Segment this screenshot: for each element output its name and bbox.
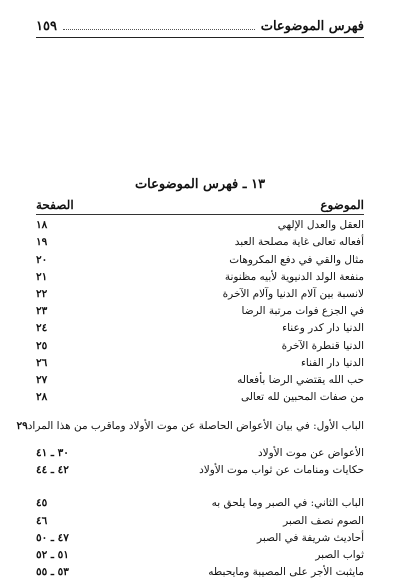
toc-entry-text: لانسبة بين آلام الدنيا وآلام الآخرة [222, 287, 364, 300]
toc-entry [36, 387, 364, 404]
toc-entry [36, 335, 364, 352]
toc-entry [36, 214, 364, 232]
running-header-title: فهرس الموضوعات [260, 19, 364, 34]
toc-entry [36, 353, 364, 370]
toc-entry [36, 301, 364, 318]
toc-chapter-entry [16, 414, 364, 433]
toc-entry-page: ٢٧ [36, 373, 48, 386]
toc-entry-page: ٢٩ [16, 420, 28, 433]
toc-entry [36, 284, 364, 301]
toc-entry-text: أفعاله تعالى غاية مصلحة العبد [234, 236, 364, 249]
dotted-leader [63, 29, 255, 30]
toc-entry [36, 460, 364, 477]
toc-entry [36, 545, 364, 562]
toc-chapter-entry [36, 491, 364, 510]
running-header [36, 14, 364, 38]
toc-entry-text: مايثبت الأجر على المصيبة ومايحبطه [208, 566, 364, 579]
toc-entry [36, 249, 364, 266]
page-column-header: الصفحة [36, 198, 74, 212]
toc-entry [36, 528, 364, 545]
toc-entry-text: في الجزع فوات مرتبة الرضا [241, 305, 364, 318]
toc-entry-page: ٢٦ [36, 356, 48, 369]
toc-entry-text: الباب الثاني: في الصبر وما يلحق به [211, 497, 364, 510]
toc-entry-page: ١٩ [36, 236, 48, 249]
toc-entry-text: الباب الأول: في بيان الأعواض الحاصلة عن موت الأولاد وماقرب من هذا المراد [27, 420, 364, 433]
toc-entry-page: ٣٠ ـ ٤١ [36, 447, 69, 460]
toc-entry-page: ٤٦ [36, 514, 48, 527]
toc-entry-text: الدنيا قنطرة الآخرة [281, 339, 364, 352]
toc-entry-text: حب الله يقتضي الرضا بأفعاله [237, 373, 364, 386]
toc-entry-page: ٢٥ [36, 339, 48, 352]
toc-entry-text: مثال والقي في دفع المكروهات [229, 253, 364, 266]
toc-entry-text: ثواب الصبر [315, 549, 364, 561]
toc-entry-page: ٢٤ [36, 322, 48, 335]
toc-entry-page: ٢٣ [36, 305, 48, 318]
toc-entry-text: منفعة الولد الدنيوية لأبيه مظنونة [224, 270, 364, 283]
toc-entry-text: العقل والعدل الإلهي [277, 219, 364, 232]
toc-entry [36, 232, 364, 249]
toc-entry-page: ١٨ [36, 219, 48, 232]
toc-list [16, 214, 364, 579]
toc-entry-text: الصوم نصف الصبر [283, 514, 364, 527]
page-number: ١٥٩ [36, 19, 57, 34]
toc-entry-page: ٤٧ ـ ٥٠ [36, 531, 69, 544]
toc-entry-text: من صفات المحبين لله تعالى [240, 391, 364, 404]
toc-entry-page: ٤٢ ـ ٤٤ [36, 464, 69, 477]
toc-entry [36, 443, 364, 460]
section-title: ١٣ ـ فهرس الموضوعات [134, 177, 266, 192]
toc-entry [36, 562, 364, 579]
toc-entry [36, 510, 364, 527]
toc-entry-text: حكايات ومنامات عن ثواب موت الأولاد [199, 464, 364, 477]
toc-entry-page: ٢٠ [36, 253, 48, 266]
toc-entry-page: ٥١ ـ ٥٢ [36, 549, 69, 561]
toc-entry-page: ٤٥ [36, 497, 48, 510]
column-headers [36, 198, 364, 212]
toc-entry-text: الدنيا دار كدر وعناء [282, 322, 364, 335]
toc-entry-page: ٢١ [36, 270, 48, 283]
toc-entry-text: الأعواض عن موت الأولاد [257, 447, 364, 460]
toc-entry-text: الدنيا دار الفناء [301, 356, 364, 369]
toc-entry-page: ٢٢ [36, 287, 48, 300]
topic-column-header: الموضوع [320, 198, 364, 212]
toc-entry-page: ٢٨ [36, 391, 48, 404]
toc-entry [36, 318, 364, 335]
toc-entry-page: ٥٣ ـ ٥٥ [36, 566, 69, 579]
toc-entry-text: أحاديث شريفة في الصبر [257, 531, 364, 544]
toc-entry [36, 370, 364, 387]
toc-entry [36, 267, 364, 284]
